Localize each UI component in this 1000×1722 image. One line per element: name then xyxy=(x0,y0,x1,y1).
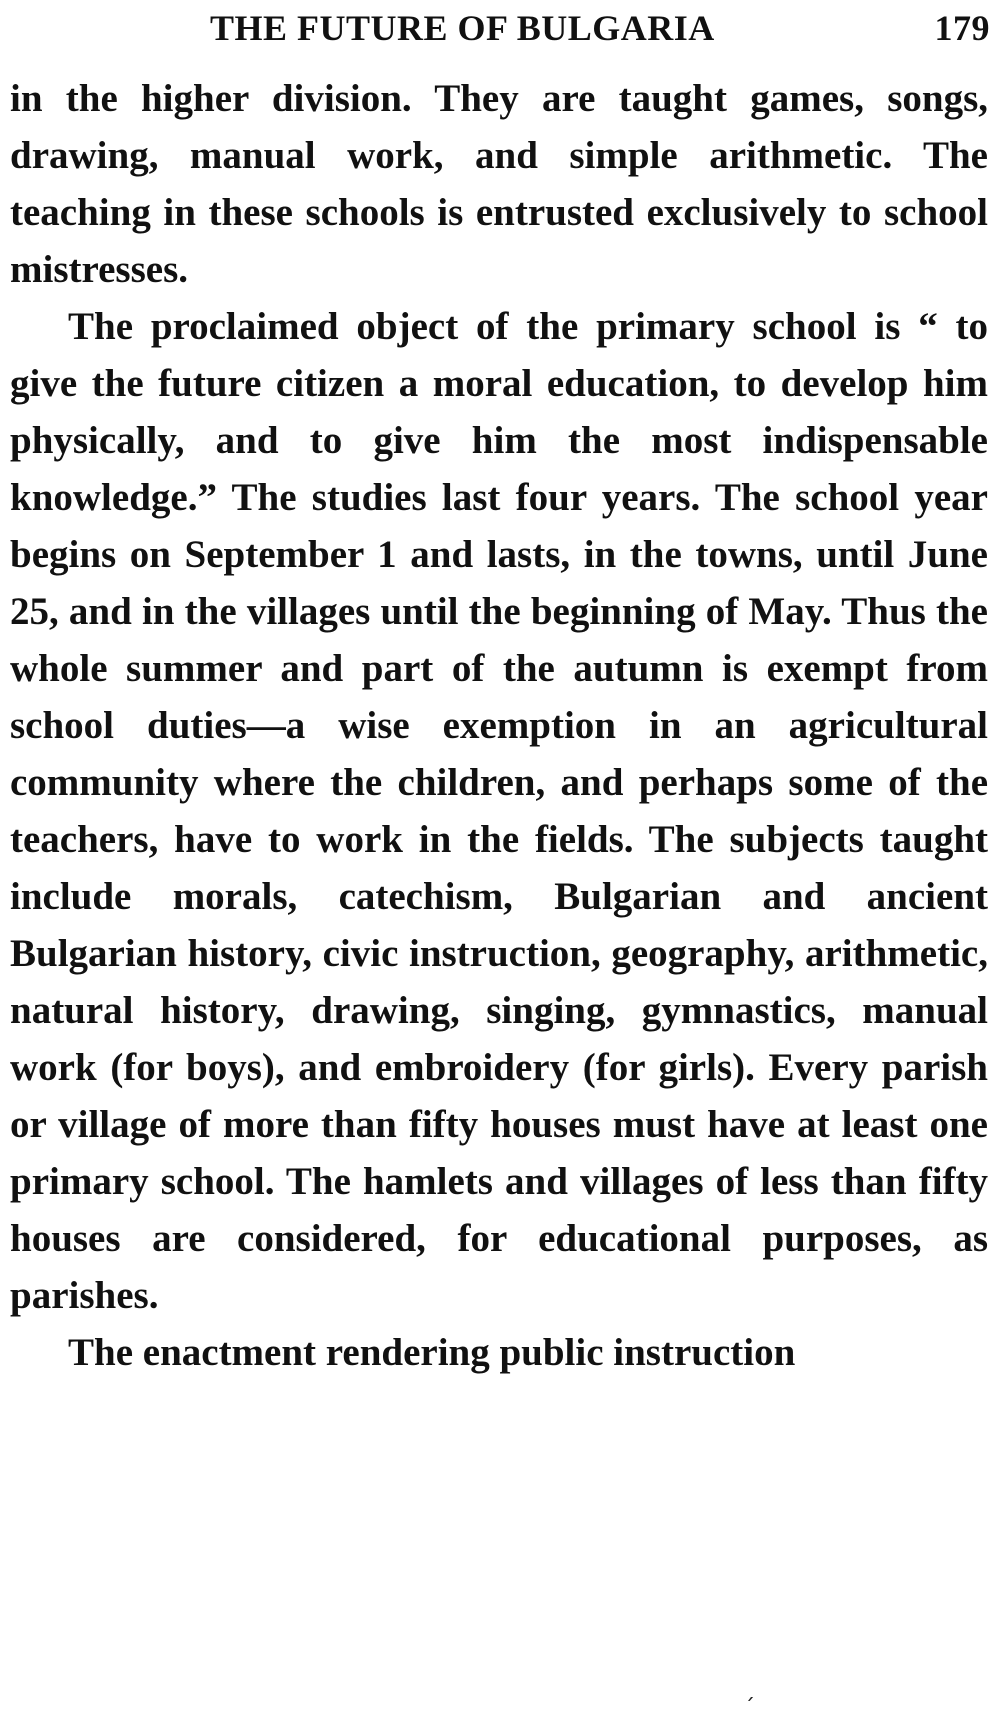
body-text xyxy=(10,70,988,1381)
running-title: THE FUTURE OF BULGARIA xyxy=(210,8,715,48)
stray-mark: ´ xyxy=(744,1696,755,1721)
paragraph-enactment: The enactment rendering public instruction xyxy=(68,1331,796,1374)
page-number: 179 xyxy=(934,8,990,48)
paragraph-primary-school: The proclaimed object of the primary school is “ to give the future citizen a moral education, to develop him physically, and to give him the most indispensable knowledge.” The studies last four years. The school year begins on September 1 and lasts, in the towns, until June 25, and in the villages until the beginning of May. Thus the whole summer and part of the autumn is exempt from school duties—a wise exemption in an agricultural community where the children, and perhaps some of the teachers, have to work in the fields. The subjects taught include morals, catechism, Bulgarian and ancient Bulgarian history, civic instruction, geography, arithmetic, natural history, drawing, singing, gymnastics, manual work (for boys), and embroidery (for girls). Every parish or village of more than fifty houses must have at least one primary school. The hamlets and villages of less than fifty houses are considered, for educational purposes, as parishes. xyxy=(10,305,988,1317)
running-head xyxy=(10,6,990,50)
paragraph-continued: in the higher division. They are taught games, songs, drawing, manual work, and simple arithmetic. The teaching in these schools is entrusted exclusively to school mistresses. xyxy=(10,77,988,291)
